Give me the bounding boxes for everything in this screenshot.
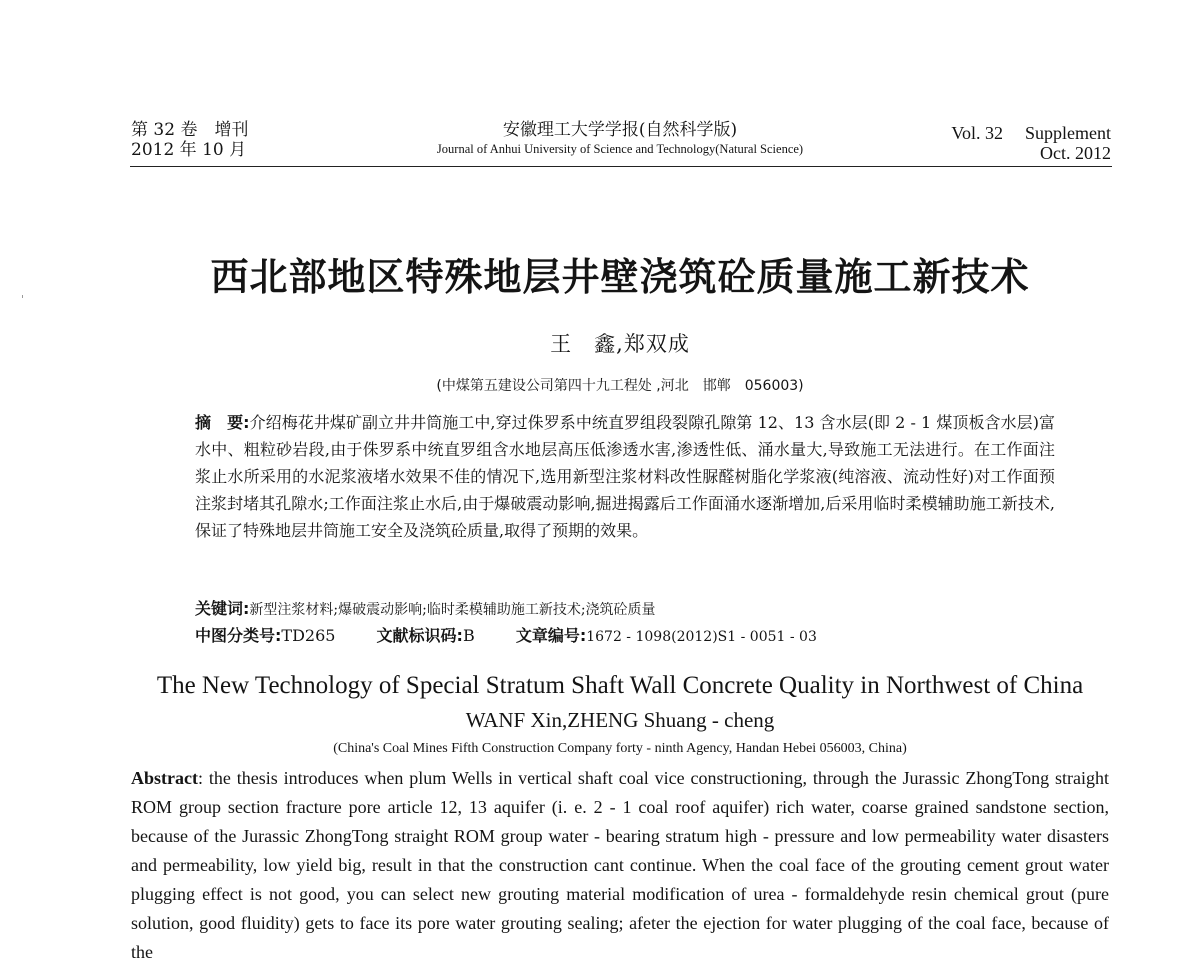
- date-cn: 2012 年 10 月: [131, 140, 247, 160]
- doc-code-label: 文献标识码:: [376, 626, 463, 645]
- clc-label: 中图分类号:: [195, 626, 282, 645]
- vol-en: Vol. 32: [951, 123, 1003, 143]
- paper-title-cn: 西北部地区特殊地层井壁浇筑砼质量施工新技术: [210, 254, 1030, 299]
- journal-name-en: Journal of Anhui University of Science and Technology(Natural Science): [436, 142, 804, 156]
- scan-speck: [22, 295, 23, 298]
- keywords-text-cn: 新型注浆材料;爆破震动影响;临时柔模辅助施工新技术;浇筑砼质量: [249, 602, 656, 618]
- authors-cn: 王 鑫,郑双成: [550, 332, 690, 356]
- affiliation-cn: (中煤第五建设公司第四十九工程处 ,河北 邯郸 056003): [436, 378, 804, 394]
- abstract-en: [131, 764, 1109, 967]
- supplement-en: Supplement: [1025, 123, 1111, 143]
- keywords-cn: [195, 596, 656, 619]
- abstract-label-en: Abstract: [131, 768, 198, 788]
- header-volume-en: [951, 123, 1111, 163]
- abstract-cn: [195, 409, 1055, 544]
- keywords-label-cn: 关键词:: [195, 599, 250, 618]
- article-no-value: 1672 - 1098(2012)S1 - 0051 - 03: [586, 629, 817, 645]
- abstract-text-cn: 介绍梅花井煤矿副立井井筒施工中,穿过侏罗系中统直罗组段裂隙孔隙第 12、13 含水层(即 2 - 1 煤顶板含水层)富水中、粗粒砂岩段,由于侏罗系中统直罗组含水地层高压低渗透水害,渗透性低、涌水量大,导致施工无法进行。在工作面注浆止水所采用的水泥浆液堵水效果不佳的情况下,选用新型注浆材料改性脲醛树脂化学浆液(纯溶液、流动性好)对工作面预注浆封堵其孔隙水;工作面注浆止水后,由于爆破震动影响,掘进揭露后工作面涌水逐渐增加,后采用临时柔模辅助施工新技术,保证了特殊地层井筒施工安全及浇筑砼质量,取得了预期的效果。: [195, 413, 1055, 540]
- abstract-label-cn: 摘 要:: [195, 413, 250, 432]
- header-journal: [340, 120, 900, 158]
- abstract-text-en: : the thesis introduces when plum Wells in vertical shaft coal vice constructioning, through the Jurassic ZhongTong straight ROM group section fracture pore article 12, 13 aquifer (i. e. 2 - 1 coal roof aquifer) rich water, coarse grained sandstone section, because of the Jurassic ZhongTong straight ROM group water - bearing stratum high - pressure and low permeability water disasters and permeability, low yield big, result in that the construction cant continue. When the coal face of the grouting cement grout water plugging effect is not good, you can select new grouting material modification of urea - formaldehyde resin chemical grout (pure solution, good fluidity) gets to face its pore water grouting sealing; afeter the ejection for water plugging of the coal face, because of the: [131, 768, 1109, 962]
- authors-en: WANF Xin,ZHENG Shuang - cheng: [465, 708, 775, 732]
- date-en: Oct. 2012: [1040, 143, 1111, 163]
- header-rule: [130, 166, 1112, 167]
- volume-cn: 第 32 卷 增刊: [131, 120, 249, 140]
- clc-value: TD265: [281, 626, 336, 645]
- classification-line: [195, 623, 1055, 646]
- doc-code-value: B: [462, 626, 475, 645]
- article-no-label: 文章编号:: [515, 626, 587, 645]
- journal-name-cn: 安徽理工大学学报(自然科学版): [502, 120, 738, 140]
- affiliation-en: (China's Coal Mines Fifth Construction Company forty - ninth Agency, Handan Hebei 056003, China): [333, 741, 907, 756]
- header-volume-info: [131, 120, 248, 160]
- paper-title-en: The New Technology of Special Stratum Shaft Wall Concrete Quality in Northwest of China: [156, 672, 1084, 699]
